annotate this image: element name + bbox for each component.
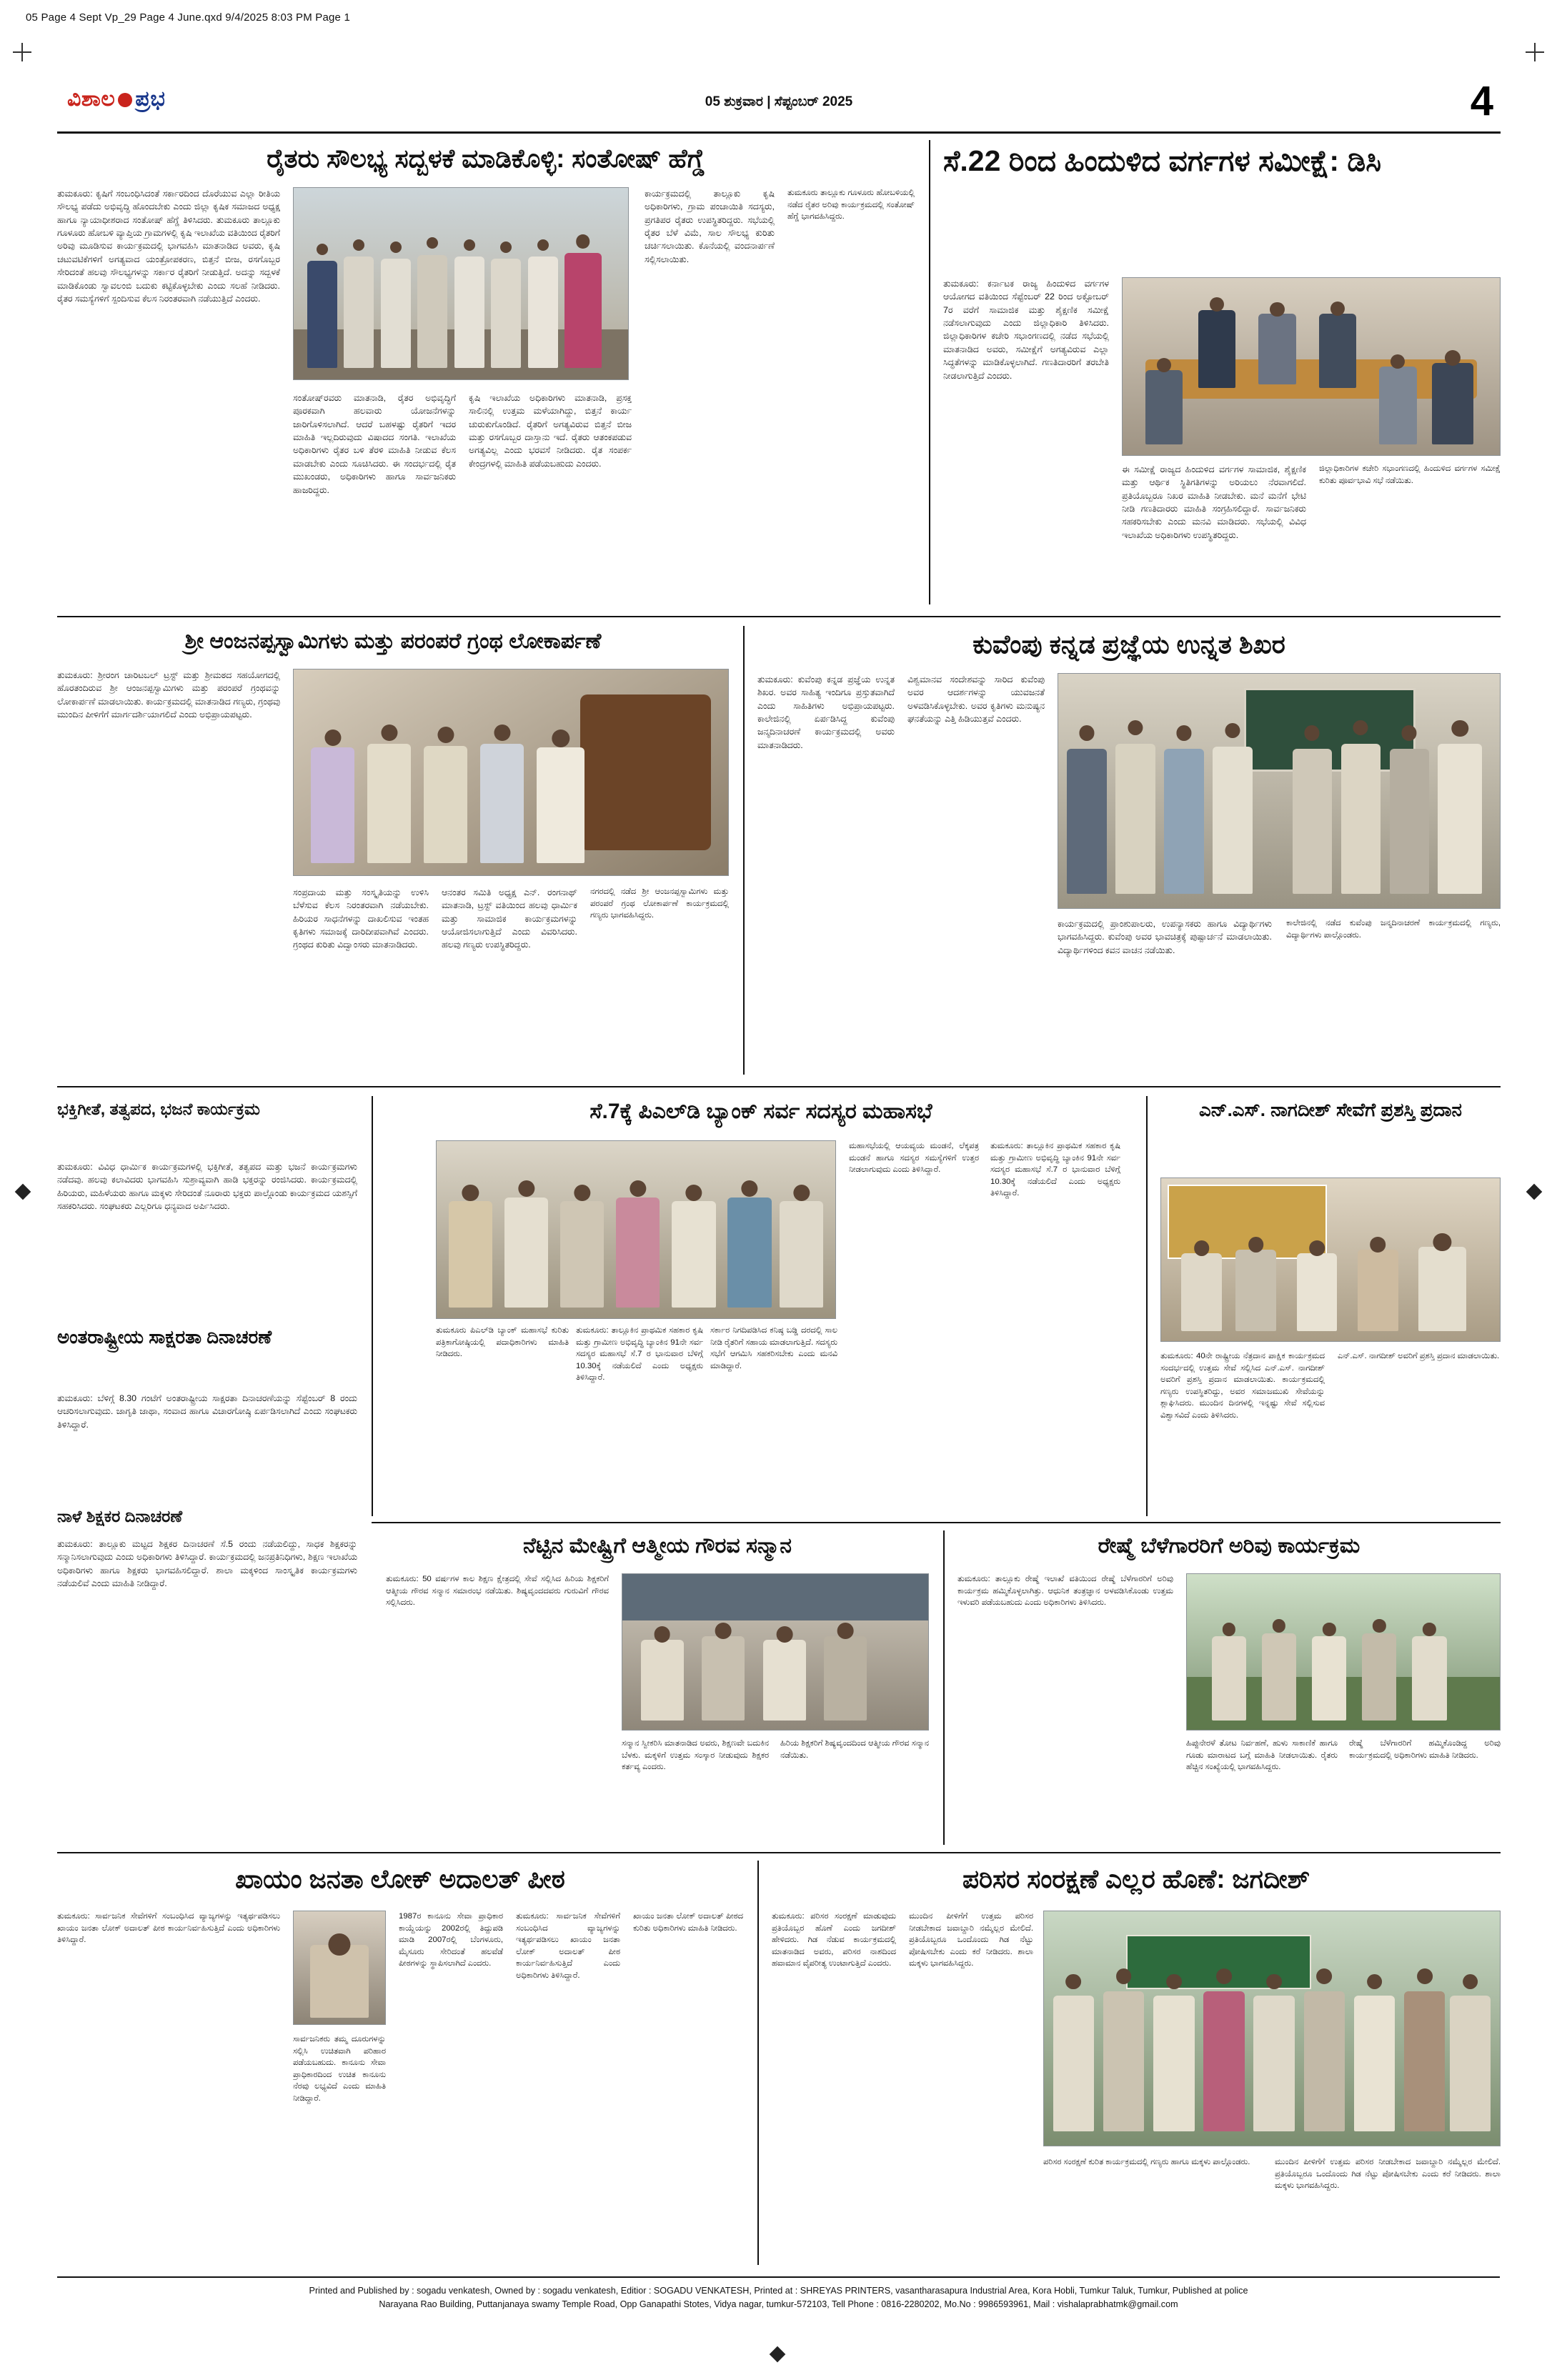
article-farmers-benefits bbox=[57, 143, 915, 600]
column-divider bbox=[757, 1861, 759, 2265]
article-column-1: ತುಮಕೂರು: ಕುವೆಂಪು ಕನ್ನಡ ಪ್ರಜ್ಞೆಯ ಉನ್ನತ ಶಿಖರ. ಅವರ ಸಾಹಿತ್ಯ ಇಂದಿಗೂ ಪ್ರಸ್ತುತವಾಗಿದೆ ಎಂದು ಸಾಹಿತಿಗಳು ಅಭಿಪ್ರಾಯಪಟ್ಟರು. ಕಾಲೇಜಿನಲ್ಲಿ ಏರ್ಪಡಿಸಿದ್ದ ಕುವೆಂಪು ಜನ್ಮದಿನಾಚರಣೆ ಕಾರ್ಯಕ್ರಮದಲ್ಲಿ ಅವರು ಮಾತನಾಡಿದರು. bbox=[757, 674, 895, 750]
column-divider bbox=[943, 1530, 945, 1845]
article-headline: ರೈತರು ಸೌಲಭ್ಯ ಸದ್ಬಳಕೆ ಮಾಡಿಕೊಳ್ಳಿ: ಸಂತೋಷ್ ಹೆಗ್ಡೆ bbox=[267, 144, 705, 173]
article-body: ತುಮಕೂರು: ತಾಲ್ಲೂಕು ಮಟ್ಟದ ಶಿಕ್ಷಕರ ದಿನಾಚರಣೆ ಸೆ.5 ರಂದು ನಡೆಯಲಿದ್ದು, ಸಾಧಕ ಶಿಕ್ಷಕರನ್ನು ಸನ್ಮಾನಿಸಲಾಗುವುದು ಎಂದು ಅಧಿಕಾರಿಗಳು ತಿಳಿಸಿದ್ದಾರೆ. ಕಾರ್ಯಕ್ರಮದಲ್ಲಿ ಜನಪ್ರತಿನಿಧಿಗಳು, ಶಿಕ್ಷಣ ಇಲಾಖೆಯ ಅಧಿಕಾರಿಗಳು ಹಾಗೂ ಶಿಕ್ಷಕರು ಭಾಗವಹಿಸಲಿದ್ದಾರೆ. ಶಾಲಾ ಮಕ್ಕಳಿಂದ ಸಾಂಸ್ಕೃತಿಕ ಕಾರ್ಯಕ್ರಮಗಳು ನಡೆಯಲಿವೆ ಎಂದು ಮಾಹಿತಿ ನೀಡಿದ್ದಾರೆ. bbox=[57, 1539, 357, 1589]
photo-caption: ಜಿಲ್ಲಾಧಿಕಾರಿಗಳ ಕಚೇರಿ ಸಭಾಂಗಣದಲ್ಲಿ ಹಿಂದುಳಿದ ವರ್ಗಗಳ ಸಮೀಕ್ಷೆ ಕುರಿತು ಪೂರ್ವಭಾವಿ ಸಭೆ ನಡೆಯಿತು. bbox=[1319, 464, 1501, 485]
article-column-3: ಆನಂತರ ಸಮಿತಿ ಅಧ್ಯಕ್ಷ ಎನ್. ರಂಗನಾಥ್ ಮಾತನಾಡಿ, ಟ್ರಸ್ಟ್ ವತಿಯಿಂದ ಹಲವು ಧಾರ್ಮಿಕ ಮತ್ತು ಸಾಮಾಜಿಕ ಕಾರ್ಯಕ್ರಮಗಳನ್ನು ಆಯೋಜಿಸಲಾಗುತ್ತಿದೆ ಎಂದು ವಿವರಿಸಿದರು. ಹಲವು ಗಣ್ಯರು ಉಪಸ್ಥಿತರಿದ್ದರು. bbox=[442, 887, 577, 950]
article-column-3: ಮುಂದಿನ ಪೀಳಿಗೆಗೆ ಉತ್ತಮ ಪರಿಸರ ನೀಡಬೇಕಾದ ಜವಾಬ್ದಾರಿ ನಮ್ಮೆಲ್ಲರ ಮೇಲಿದೆ. ಪ್ರತಿಯೊಬ್ಬರೂ ಒಂದೊಂದು ಗಿಡ ನೆಟ್ಟು ಪೋಷಿಸಬೇಕು ಎಂದು ಕರೆ ನೀಡಿದರು. ಶಾಲಾ ಮಕ್ಕಳು ಭಾಗವಹಿಸಿದ್ದರು. bbox=[1275, 2158, 1501, 2191]
imprint-line-2: Narayana Rao Building, Puttanjanaya swamy Temple Road, Opp Ganapathi Stotes, Vidya nagar, tumkur-572103, Tell Phone : 0816-2280202, Mo.No : 9986593961, Mail : vishalaprabhatmk@gmail.com bbox=[379, 2299, 1178, 2310]
article-body: ತುಮಕೂರು: 40ನೇ ರಾಷ್ಟ್ರೀಯ ನೆತ್ರದಾನ ಪಾಕ್ಷಿಕ ಕಾರ್ಯಕ್ರಮದ ಸಂದರ್ಭದಲ್ಲಿ ಉತ್ತಮ ಸೇವೆ ಸಲ್ಲಿಸಿದ ಎನ್.ಎಸ್. ನಾಗದೀಶ್ ಅವರಿಗೆ ಪ್ರಶಸ್ತಿ ಪ್ರದಾನ ಮಾಡಲಾಯಿತು. ಕಾರ್ಯಕ್ರಮದಲ್ಲಿ ಗಣ್ಯರು ಉಪಸ್ಥಿತರಿದ್ದು, ಅವರ ಸಮಾಜಮುಖಿ ಸೇವೆಯನ್ನು ಶ್ಲಾಘಿಸಿದರು. ಮುಂದಿನ ದಿನಗಳಲ್ಲಿ ಇನ್ನಷ್ಟು ಸೇವೆ ಸಲ್ಲಿಸುವ ವಿಶ್ವಾಸವಿದೆ ಎಂದು ತಿಳಿಸಿದರು. bbox=[1160, 1352, 1325, 1420]
article-teacher-felicitation bbox=[386, 1533, 929, 1841]
section-divider bbox=[57, 1086, 1501, 1087]
section-divider bbox=[57, 1852, 1501, 1853]
article-photo bbox=[1186, 1573, 1501, 1731]
article-headline: ಶ್ರೀ ಆಂಜನಪ್ಪಸ್ವಾಮಿಗಳು ಮತ್ತು ಪರಂಪರೆ ಗ್ರಂಥ ಲೋಕಾರ್ಪಣೆ bbox=[184, 629, 602, 653]
registration-diamond-right bbox=[1526, 1184, 1543, 1200]
photo-caption: ಖಾಯಂ ಜನತಾ ಲೋಕ್ ಅದಾಲತ್ ಪೀಠದ ಕುರಿತು ಅಧಿಕಾರಿಗಳು ಮಾಹಿತಿ ನೀಡಿದರು. bbox=[633, 1912, 743, 1933]
article-column-4: ಕಾರ್ಯಕ್ರಮದಲ್ಲಿ ತಾಲ್ಲೂಕು ಕೃಷಿ ಅಧಿಕಾರಿಗಳು, ಗ್ರಾಮ ಪಂಚಾಯಿತಿ ಸದಸ್ಯರು, ಪ್ರಗತಿಪರ ರೈತರು ಉಪಸ್ಥಿತರಿದ್ದರು. ಸಭೆಯಲ್ಲಿ ರೈತರ ಬೆಳೆ ವಿಮೆ, ಸಾಲ ಸೌಲಭ್ಯ ಕುರಿತು ಚರ್ಚಿಸಲಾಯಿತು. ಕೊನೆಯಲ್ಲಿ ವಂದನಾರ್ಪಣೆ ಸಲ್ಲಿಸಲಾಯಿತು. bbox=[645, 189, 775, 264]
article-photo bbox=[1122, 277, 1501, 456]
imprint-line-1: Printed and Published by : sogadu venkatesh, Owned by : sogadu venkatesh, Editior : SOGADU VENKATESH, Printed at : SHREYAS PRINTERS, vasantharasapura Industrial Area, Kora Hobli, Tumkur Taluk, Tumkur, Published at police bbox=[309, 2286, 1248, 2296]
photo-caption: ಪರಿಸರ ಸಂರಕ್ಷಣೆ ಕುರಿತ ಕಾರ್ಯಕ್ರಮದಲ್ಲಿ ಗಣ್ಯರು ಹಾಗೂ ಮಕ್ಕಳು ಪಾಲ್ಗೊಂಡರು. bbox=[1043, 2158, 1250, 2166]
issue-date: 05 ಶುಕ್ರವಾರ | ಸೆಪ್ಟಂಬರ್ 2025 bbox=[705, 94, 853, 109]
article-headline: ಸೆ.22 ರಿಂದ ಹಿಂದುಳಿದ ವರ್ಗಗಳ ಸಮೀಕ್ಷೆ: ಡಿಸಿ bbox=[943, 144, 1382, 177]
article-column-3: ಮಹಾಸಭೆಯಲ್ಲಿ ಆಯವ್ಯಯ ಮಂಡನೆ, ಲೆಕ್ಕಪತ್ರ ಮಂಡನೆ ಹಾಗೂ ಸದಸ್ಯರ ಸಮಸ್ಯೆಗಳಿಗೆ ಉತ್ತರ ನೀಡಲಾಗುವುದು ಎಂದು ತಿಳಿಸಿದ್ದಾರೆ. bbox=[849, 1142, 979, 1175]
column-divider bbox=[1146, 1096, 1148, 1516]
article-column-2: ಸರ್ಕಾರ ನಿಗದಿಪಡಿಸಿದ ಕನಿಷ್ಠ ಬಡ್ಡಿ ದರದಲ್ಲಿ ಸಾಲ ನೀಡಿ ರೈತರಿಗೆ ಸಹಾಯ ಮಾಡಲಾಗುತ್ತಿದೆ. ಸದಸ್ಯರು ಸಭೆಗೆ ಆಗಮಿಸಿ ಸಹಕರಿಸಬೇಕು ಎಂದು ಮನವಿ ಮಾಡಿದ್ದಾರೆ. bbox=[710, 1326, 837, 1370]
article-photo bbox=[1058, 673, 1501, 909]
publisher-imprint bbox=[57, 2276, 1500, 2311]
article-book-release bbox=[57, 629, 729, 1072]
article-headline: ಕುವೆಂಪು ಕನ್ನಡ ಪ್ರಜ್ಞೆಯ ಉನ್ನತ ಶಿಖರ bbox=[972, 629, 1285, 659]
article-photo bbox=[1043, 1911, 1501, 2146]
article-backward-classes-survey bbox=[943, 143, 1501, 600]
section-divider bbox=[57, 616, 1501, 617]
article-column-1: ತುಮಕೂರು: 50 ವರ್ಷಗಳ ಕಾಲ ಶಿಕ್ಷಣ ಕ್ಷೇತ್ರದಲ್ಲಿ ಸೇವೆ ಸಲ್ಲಿಸಿದ ಹಿರಿಯ ಶಿಕ್ಷಕರಿಗೆ ಆತ್ಮೀಯ ಗೌರವ ಸನ್ಮಾನ ಸಮಾರಂಭ ನಡೆಯಿತು. ಶಿಷ್ಯವೃಂದದವರು ಗುರುವಿಗೆ ಗೌರವ ಸಲ್ಲಿಸಿದರು. bbox=[386, 1575, 609, 1608]
article-headline: ಖಾಯಂ ಜನತಾ ಲೋಕ್ ಅದಾಲತ್ ಪೀಠ bbox=[235, 1864, 565, 1893]
print-file-strip: 05 Page 4 Sept Vp_29 Page 4 June.qxd 9/4/2025 8:03 PM Page 1 bbox=[26, 11, 351, 24]
photo-caption: ರೇಷ್ಮೆ ಬೆಳೆಗಾರರಿಗೆ ಹಮ್ಮಿಕೊಂಡಿದ್ದ ಅರಿವು ಕಾರ್ಯಕ್ರಮದಲ್ಲಿ ಅಧಿಕಾರಿಗಳು ಮಾಹಿತಿ ನೀಡಿದರು. bbox=[1349, 1739, 1501, 1760]
article-column-2: ಸಂಪ್ರದಾಯ ಮತ್ತು ಸಂಸ್ಕೃತಿಯನ್ನು ಉಳಿಸಿ ಬೆಳೆಸುವ ಕೆಲಸ ನಿರಂತರವಾಗಿ ನಡೆಯಬೇಕು. ಹಿರಿಯರ ಸಾಧನೆಗಳನ್ನು ದಾಖಲಿಸುವ ಇಂತಹ ಕೃತಿಗಳು ಸಮಾಜಕ್ಕೆ ದಾರಿದೀಪವಾಗಿವೆ ಎಂದರು. ಗ್ರಂಥದ ಕುರಿತು ವಿದ್ವಾಂಸರು ಮಾತನಾಡಿದರು. bbox=[293, 887, 429, 950]
crop-mark-top-left bbox=[13, 43, 31, 61]
article-photo bbox=[293, 1911, 386, 2025]
article-column-1: ತುಮಕೂರು: ಕರ್ನಾಟಕ ರಾಜ್ಯ ಹಿಂದುಳಿದ ವರ್ಗಗಳ ಆಯೋಗದ ವತಿಯಿಂದ ಸೆಪ್ಟೆಂಬರ್ 22 ರಿಂದ ಅಕ್ಟೋಬರ್ 7ರ ವರೆಗೆ ಸಾಮಾಜಿಕ ಮತ್ತು ಶೈಕ್ಷಣಿಕ ಸಮೀಕ್ಷೆ ನಡೆಸಲಾಗುವುದು ಎಂದು ಜಿಲ್ಲಾಧಿಕಾರಿ ತಿಳಿಸಿದರು. ಜಿಲ್ಲಾಧಿಕಾರಿಗಳ ಕಚೇರಿ ಸಭಾಂಗಣದಲ್ಲಿ ನಡೆದ ಸಭೆಯಲ್ಲಿ ಮಾತನಾಡಿದ ಅವರು, ಸಮೀಕ್ಷೆಗೆ ಅಗತ್ಯವಿರುವ ಎಲ್ಲಾ ಸಿದ್ಧತೆಗಳನ್ನು ಮಾಡಿಕೊಳ್ಳಲಾಗಿದೆ. ಗಣತಿದಾರರಿಗೆ ತರಬೇತಿ ನೀಡಲಾಗುತ್ತಿದೆ ಎಂದರು. bbox=[943, 279, 1109, 381]
article-headline: ಭಕ್ತಿಗೀತೆ, ತತ್ವಪದ, ಭಜನೆ ಕಾರ್ಯಕ್ರಮ bbox=[57, 1100, 260, 1118]
article-bhajan-program bbox=[57, 1099, 357, 1313]
column-divider bbox=[372, 1096, 373, 1516]
article-column-1: ತುಮಕೂರು: ತಾಲ್ಲೂಕು ರೇಷ್ಮೆ ಇಲಾಖೆ ವತಿಯಿಂದ ರೇಷ್ಮೆ ಬೆಳೆಗಾರರಿಗೆ ಅರಿವು ಕಾರ್ಯಕ್ರಮ ಹಮ್ಮಿಕೊಳ್ಳಲಾಗಿತ್ತು. ಆಧುನಿಕ ತಂತ್ರಜ್ಞಾನ ಅಳವಡಿಸಿಕೊಂಡು ಉತ್ತಮ ಇಳುವರಿ ಪಡೆಯಬಹುದು ಎಂದು ಅಧಿಕಾರಿಗಳು ತಿಳಿಸಿದರು. bbox=[957, 1575, 1173, 1608]
photo-caption: ಕಾಲೇಜಿನಲ್ಲಿ ನಡೆದ ಕುವೆಂಪು ಜನ್ಮದಿನಾಚರಣೆ ಕಾರ್ಯಕ್ರಮದಲ್ಲಿ ಗಣ್ಯರು, ವಿದ್ಯಾರ್ಥಿಗಳು ಪಾಲ್ಗೊಂಡರು. bbox=[1286, 919, 1501, 940]
article-body: ತುಮಕೂರು: ವಿವಿಧ ಧಾರ್ಮಿಕ ಕಾರ್ಯಕ್ರಮಗಳಲ್ಲಿ ಭಕ್ತಿಗೀತೆ, ತತ್ವಪದ ಮತ್ತು ಭಜನೆ ಕಾರ್ಯಕ್ರಮಗಳು ನಡೆದವು. ಹಲವು ಕಲಾವಿದರು ಭಾಗವಹಿಸಿ ಸುಶ್ರಾವ್ಯವಾಗಿ ಹಾಡಿ ಭಕ್ತರನ್ನು ರಂಜಿಸಿದರು. ಕಾರ್ಯಕ್ರಮದಲ್ಲಿ ಹಿರಿಯರು, ಮಹಿಳೆಯರು ಹಾಗೂ ಮಕ್ಕಳು ಸೇರಿದಂತೆ ನೂರಾರು ಭಕ್ತರು ಪಾಲ್ಗೊಂಡು ಕಾರ್ಯಕ್ರಮದ ಯಶಸ್ಸಿಗೆ ಸಹಕರಿಸಿದರು. ಸಂಘಟಕರು ಎಲ್ಲರಿಗೂ ಧನ್ಯವಾದ ಅರ್ಪಿಸಿದರು. bbox=[57, 1162, 357, 1212]
article-photo bbox=[622, 1573, 929, 1731]
column-divider bbox=[743, 626, 745, 1075]
article-headline: ಪರಿಸರ ಸಂರಕ್ಷಣೆ ಎಲ್ಲರ ಹೊಣೆ: ಜಗದೀಶ್ bbox=[962, 1864, 1310, 1893]
article-pld-bank-meeting bbox=[386, 1099, 1136, 1513]
article-column-2: ಸಂತೋಷ್‌ರವರು ಮಾತನಾಡಿ, ರೈತರ ಅಭಿವೃದ್ಧಿಗೆ ಪೂರಕವಾಗಿ ಹಲವಾರು ಯೋಜನೆಗಳನ್ನು ಜಾರಿಗೊಳಿಸಲಾಗಿದೆ. ಆದರೆ ಬಹಳಷ್ಟು ರೈತರಿಗೆ ಇದರ ಮಾಹಿತಿ ಇಲ್ಲದಿರುವುದು ವಿಷಾದದ ಸಂಗತಿ. ಇಲಾಖೆಯ ಅಧಿಕಾರಿಗಳು ರೈತರ ಬಳಿ ತೆರಳಿ ಮಾಹಿತಿ ನೀಡುವ ಕೆಲಸ ಮಾಡಬೇಕು ಎಂದು ಸೂಚಿಸಿದರು. ಈ ಸಂದರ್ಭದಲ್ಲಿ ರೈತ ಮುಖಂಡರು, ಅಧಿಕಾರಿಗಳು ಹಾಗೂ ಸಾರ್ವಜನಿಕರು ಹಾಜರಿದ್ದರು. bbox=[293, 393, 456, 495]
article-headline: ಎನ್.ಎಸ್. ನಾಗದೀಶ್ ಸೇವೆಗೆ ಪ್ರಶಸ್ತಿ ಪ್ರದಾನ bbox=[1199, 1099, 1462, 1120]
article-column-2: ಮುಂದಿನ ಪೀಳಿಗೆಗೆ ಉತ್ತಮ ಪರಿಸರ ನೀಡಬೇಕಾದ ಜವಾಬ್ದಾರಿ ನಮ್ಮೆಲ್ಲರ ಮೇಲಿದೆ. ಪ್ರತಿಯೊಬ್ಬರೂ ಒಂದೊಂದು ಗಿಡ ನೆಟ್ಟು ಪೋಷಿಸಬೇಕು ಎಂದು ಕರೆ ನೀಡಿದರು. ಶಾಲಾ ಮಕ್ಕಳು ಭಾಗವಹಿಸಿದ್ದರು. bbox=[909, 1912, 1033, 1968]
article-kuvempu bbox=[757, 629, 1501, 1072]
page-number: 4 bbox=[1470, 78, 1493, 124]
article-environment-protection bbox=[772, 1863, 1501, 2264]
article-column-1: ತುಮಕೂರು: ಸಾರ್ವಜನಿಕ ಸೇವೆಗಳಿಗೆ ಸಂಬಂಧಿಸಿದ ವ್ಯಾಜ್ಯಗಳನ್ನು ಇತ್ಯರ್ಥಪಡಿಸಲು ಖಾಯಂ ಜನತಾ ಲೋಕ್ ಅದಾಲತ್ ಪೀಠ ಕಾರ್ಯನಿರ್ವಹಿಸುತ್ತಿದೆ ಎಂದು ಅಧಿಕಾರಿಗಳು ತಿಳಿಸಿದ್ದಾರೆ. bbox=[57, 1912, 280, 1945]
article-headline: ನೆಟ್ಟಿನ ಮೇಷ್ಟ್ರಿಗೆ ಆತ್ಮೀಯ ಗೌರವ ಸನ್ಮಾನ bbox=[523, 1534, 792, 1558]
photo-caption: ಹಿರಿಯ ಶಿಕ್ಷಕರಿಗೆ ಶಿಷ್ಯವೃಂದದಿಂದ ಆತ್ಮೀಯ ಗೌರವ ಸನ್ಮಾನ ನಡೆಯಿತು. bbox=[780, 1739, 929, 1760]
logo-text-right: ಪ್ರಭ bbox=[135, 87, 166, 111]
registration-diamond-left bbox=[15, 1184, 31, 1200]
article-award-nagadeesh bbox=[1160, 1099, 1501, 1513]
logo-text-left: ವಿಶಾಲ bbox=[67, 87, 116, 111]
article-column-2: ಹಿಪ್ಪುನೇರಳೆ ತೋಟ ನಿರ್ವಹಣೆ, ಹುಳು ಸಾಕಾಣಿಕೆ ಹಾಗೂ ಗೂಡು ಮಾರಾಟದ ಬಗ್ಗೆ ಮಾಹಿತಿ ನೀಡಲಾಯಿತು. ರೈತರು ಹೆಚ್ಚಿನ ಸಂಖ್ಯೆಯಲ್ಲಿ ಭಾಗವಹಿಸಿದ್ದರು. bbox=[1186, 1739, 1338, 1772]
article-column-1: ತುಮಕೂರು: ಪರಿಸರ ಸಂರಕ್ಷಣೆ ಮಾಡುವುದು ಪ್ರತಿಯೊಬ್ಬರ ಹೊಣೆ ಎಂದು ಜಗದೀಶ್ ಹೇಳಿದರು. ಗಿಡ ನೆಡುವ ಕಾರ್ಯಕ್ರಮದಲ್ಲಿ ಮಾತನಾಡಿದ ಅವರು, ಪರಿಸರ ನಾಶದಿಂದ ಹವಾಮಾನ ವೈಪರೀತ್ಯ ಉಂಟಾಗುತ್ತಿದೆ ಎಂದರು. bbox=[772, 1912, 896, 1968]
photo-caption: ಎನ್.ಎಸ್. ನಾಗದೀಶ್ ಅವರಿಗೆ ಪ್ರಶಸ್ತಿ ಪ್ರದಾನ ಮಾಡಲಾಯಿತು. bbox=[1338, 1352, 1500, 1360]
article-photo bbox=[436, 1140, 836, 1319]
article-photo bbox=[1160, 1177, 1501, 1342]
article-literacy-day bbox=[57, 1326, 357, 1499]
photo-caption: ತುಮಕೂರು ಪಿಎಲ್‌ಡಿ ಬ್ಯಾಂಕ್ ಮಹಾಸಭೆ ಕುರಿತು ಪತ್ರಿಕಾಗೋಷ್ಠಿಯಲ್ಲಿ ಪದಾಧಿಕಾರಿಗಳು ಮಾಹಿತಿ ನೀಡಿದರು. bbox=[436, 1326, 569, 1359]
article-headline: ರೇಷ್ಮೆ ಬೆಳೆಗಾರರಿಗೆ ಅರಿವು ಕಾರ್ಯಕ್ರಮ bbox=[1098, 1534, 1360, 1558]
article-column-3: ಕಾರ್ಯಕ್ರಮದಲ್ಲಿ ಪ್ರಾಂಶುಪಾಲರು, ಉಪನ್ಯಾಸಕರು ಹಾಗೂ ವಿದ್ಯಾರ್ಥಿಗಳು ಭಾಗವಹಿಸಿದ್ದರು. ಕುವೆಂಪು ಅವರ ಭಾವಚಿತ್ರಕ್ಕೆ ಪುಷ್ಪಾರ್ಚನೆ ಮಾಡಲಾಯಿತು. ವಿದ್ಯಾರ್ಥಿಗಳಿಂದ ಕವನ ವಾಚನ ನಡೆಯಿತು. bbox=[1058, 919, 1272, 955]
photo-caption: ತುಮಕೂರು ತಾಲ್ಲೂಕು ಗೂಳೂರು ಹೋಬಳಿಯಲ್ಲಿ ನಡೆದ ರೈತರ ಅರಿವು ಕಾರ್ಯಕ್ರಮದಲ್ಲಿ ಸಂತೋಷ್ ಹೆಗ್ಡೆ ಭಾಗವಹಿಸಿದ್ದರು. bbox=[787, 189, 915, 221]
article-lok-adalat bbox=[57, 1863, 743, 2264]
article-column-2: ಸನ್ಮಾನ ಸ್ವೀಕರಿಸಿ ಮಾತನಾಡಿದ ಅವರು, ಶಿಕ್ಷಣವೇ ಬದುಕಿನ ಬೆಳಕು. ಮಕ್ಕಳಿಗೆ ಉತ್ತಮ ಸಂಸ್ಕಾರ ನೀಡುವುದು ಶಿಕ್ಷಕರ ಕರ್ತವ್ಯ ಎಂದರು. bbox=[622, 1739, 769, 1772]
article-column-4: ತುಮಕೂರು: ಸಾರ್ವಜನಿಕ ಸೇವೆಗಳಿಗೆ ಸಂಬಂಧಿಸಿದ ವ್ಯಾಜ್ಯಗಳನ್ನು ಇತ್ಯರ್ಥಪಡಿಸಲು ಖಾಯಂ ಜನತಾ ಲೋಕ್ ಅದಾಲತ್ ಪೀಠ ಕಾರ್ಯನಿರ್ವಹಿಸುತ್ತಿದೆ ಎಂದು ಅಧಿಕಾರಿಗಳು ತಿಳಿಸಿದ್ದಾರೆ. bbox=[516, 1912, 620, 1980]
article-body: ತುಮಕೂರು: ಬೆಳಿಗ್ಗೆ 8.30 ಗಂಟೆಗೆ ಅಂತರಾಷ್ಟ್ರೀಯ ಸಾಕ್ಷರತಾ ದಿನಾಚರಣೆಯನ್ನು ಸೆಪ್ಟೆಂಬರ್ 8 ರಂದು ಆಚರಿಸಲಾಗುವುದು. ಜಾಗೃತಿ ಜಾಥಾ, ಸಂವಾದ ಹಾಗೂ ವಿಚಾರಗೋಷ್ಠಿ ಏರ್ಪಡಿಸಲಾಗಿದೆ ಎಂದು ಸಂಘಟಕರು ತಿಳಿಸಿದ್ದಾರೆ. bbox=[57, 1393, 357, 1430]
article-photo bbox=[293, 187, 629, 380]
article-column-2: ಸಾರ್ವಜನಿಕರು ತಮ್ಮ ದೂರುಗಳನ್ನು ಸಲ್ಲಿಸಿ ಉಚಿತವಾಗಿ ಪರಿಹಾರ ಪಡೆಯಬಹುದು. ಕಾನೂನು ಸೇವಾ ಪ್ರಾಧಿಕಾರದಿಂದ ಉಚಿತ ಕಾನೂನು ನೆರವು ಲಭ್ಯವಿದೆ ಎಂದು ಮಾಹಿತಿ ನೀಡಿದ್ದಾರೆ. bbox=[293, 2035, 386, 2103]
column-divider bbox=[929, 140, 930, 604]
article-column-2: ಈ ಸಮೀಕ್ಷೆ ರಾಜ್ಯದ ಹಿಂದುಳಿದ ವರ್ಗಗಳ ಸಾಮಾಜಿಕ, ಶೈಕ್ಷಣಿಕ ಮತ್ತು ಆರ್ಥಿಕ ಸ್ಥಿತಿಗತಿಗಳನ್ನು ಅರಿಯಲು ನೆರವಾಗಲಿದೆ. ಪ್ರತಿಯೊಬ್ಬರೂ ನಿಖರ ಮಾಹಿತಿ ನೀಡಬೇಕು. ಮನೆ ಮನೆಗೆ ಭೇಟಿ ನೀಡಿ ಗಣತಿದಾರರು ಮಾಹಿತಿ ಸಂಗ್ರಹಿಸಲಿದ್ದಾರೆ. ಸಾರ್ವಜನಿಕರು ಸಹಕರಿಸಬೇಕು ಎಂದು ಮನವಿ ಮಾಡಿದರು. ಸಭೆಯಲ್ಲಿ ವಿವಿಧ ಇಲಾಖೆಯ ಅಧಿಕಾರಿಗಳು ಉಪಸ್ಥಿತರಿದ್ದರು. bbox=[1122, 464, 1306, 540]
article-column-2: ವಿಶ್ವಮಾನವ ಸಂದೇಶವನ್ನು ಸಾರಿದ ಕುವೆಂಪು ಅವರ ಆದರ್ಶಗಳನ್ನು ಯುವಜನತೆ ಅಳವಡಿಸಿಕೊಳ್ಳಬೇಕು. ಅವರ ಕೃತಿಗಳು ಮನುಷ್ಯನ ಘನತೆಯನ್ನು ಎತ್ತಿ ಹಿಡಿಯುತ್ತವೆ ಎಂದರು. bbox=[907, 674, 1045, 725]
article-column-3: 1987ರ ಕಾನೂನು ಸೇವಾ ಪ್ರಾಧಿಕಾರ ಕಾಯ್ದೆಯನ್ನು 2002ರಲ್ಲಿ ತಿದ್ದುಪಡಿ ಮಾಡಿ 2007ರಲ್ಲಿ ಬೆಂಗಳೂರು, ಮೈಸೂರು ಸೇರಿದಂತೆ ಹಲವೆಡೆ ಪೀಠಗಳನ್ನು ಸ್ಥಾಪಿಸಲಾಗಿದೆ ಎಂದರು. bbox=[399, 1912, 503, 1968]
article-headline: ಅಂತರಾಷ್ಟ್ರೀಯ ಸಾಕ್ಷರತಾ ದಿನಾಚರಣೆ bbox=[57, 1326, 272, 1348]
article-teachers-day bbox=[57, 1506, 357, 1749]
registration-diamond-bottom bbox=[770, 2346, 786, 2363]
article-headline: ಸೆ.7ಕ್ಕೆ ಪಿಎಲ್‌ಡಿ ಬ್ಯಾಂಕ್ ಸರ್ವ ಸದಸ್ಯರ ಮಹಾಸಭೆ bbox=[590, 1100, 932, 1123]
photo-caption: ನಗರದಲ್ಲಿ ನಡೆದ ಶ್ರೀ ಆಂಜನಪ್ಪಸ್ವಾಮಿಗಳು ಮತ್ತು ಪರಂಪರೆ ಗ್ರಂಥ ಲೋಕಾರ್ಪಣೆ ಕಾರ್ಯಕ್ರಮದಲ್ಲಿ ಗಣ್ಯರು ಭಾಗವಹಿಸಿದ್ದರು. bbox=[590, 887, 729, 920]
article-headline: ನಾಳೆ ಶಿಕ್ಷಕರ ದಿನಾಚರಣೆ bbox=[57, 1507, 183, 1525]
article-photo bbox=[293, 669, 729, 876]
article-column-1: ತುಮಕೂರು: ಕೃಷಿಗೆ ಸಂಬಂಧಿಸಿದಂತೆ ಸರ್ಕಾರದಿಂದ ದೊರೆಯುವ ಎಲ್ಲಾ ರೀತಿಯ ಸೌಲಭ್ಯ ಪಡೆದು ಅಭಿವೃದ್ಧಿ ಹೊಂದಬೇಕು ಎಂದು ಜಿಲ್ಲಾ ಕೃಷಿಕ ಸಮಾಜದ ಅಧ್ಯಕ್ಷ ಹಾಗೂ ನ್ಯಾಯಾಧೀಶರಾದ ಸಂತೋಷ್ ಹೆಗ್ಡೆ ತಿಳಿಸಿದರು. ತುಮಕೂರು ತಾಲ್ಲೂಕು ಗೂಳೂರು ಹೋಬಳಿ ವ್ಯಾಪ್ತಿಯ ಗ್ರಾಮಗಳಲ್ಲಿ ಕೃಷಿ ಇಲಾಖೆಯ ವತಿಯಿಂದ ರೈತರಿಗೆ ಅರಿವು ಮೂಡಿಸುವ ಕಾರ್ಯಕ್ರಮದಲ್ಲಿ ಭಾಗವಹಿಸಿ ಮಾತನಾಡಿದ ಅವರು, ಕೃಷಿ ಚಟುವಟಿಕೆಗಳಿಗೆ ಅಗತ್ಯವಾದ ಯಂತ್ರೋಪಕರಣ, ಬಿತ್ತನೆ ಬೀಜ, ರಸಗೊಬ್ಬರ ಸೇರಿದಂತೆ ಹಲವು ಸೌಲಭ್ಯಗಳನ್ನು ಸರ್ಕಾರ ರೈತರಿಗೆ ನೀಡುತ್ತಿದೆ. ಅದನ್ನು ಸದ್ಬಳಕೆ ಮಾಡಿಕೊಂಡು ಸ್ವಾವಲಂಬಿ ಬದುಕು ಕಟ್ಟಿಕೊಳ್ಳಬೇಕು ಎಂದು ಸಲಹೆ ನೀಡಿದರು. ರೈತರ ಸಮಸ್ಯೆಗಳಿಗೆ ಸ್ಪಂದಿಸುವ ಕೆಲಸ ನಿರಂತರವಾಗಿ ನಡೆಯುತ್ತಿದೆ ಎಂದರು. bbox=[57, 189, 280, 304]
crop-mark-top-right bbox=[1526, 43, 1544, 61]
article-sericulture-awareness bbox=[957, 1533, 1501, 1841]
masthead bbox=[57, 78, 1501, 134]
article-column-1: ತುಮಕೂರು: ಶ್ರೀರಂಗ ಚಾರಿಟಬಲ್ ಟ್ರಸ್ಟ್ ಮತ್ತು ಶ್ರೀಮಠದ ಸಹಯೋಗದಲ್ಲಿ ಹೊರತಂದಿರುವ ಶ್ರೀ ಆಂಜನಪ್ಪಸ್ವಾಮಿಗಳು ಮತ್ತು ಪರಂಪರೆ ಗ್ರಂಥವನ್ನು ಲೋಕಾರ್ಪಣೆ ಮಾಡಲಾಯಿತು. ಕಾರ್ಯಕ್ರಮದಲ್ಲಿ ಮಾತನಾಡಿದ ಗಣ್ಯರು, ಗ್ರಂಥವು ಮುಂದಿನ ಪೀಳಿಗೆಗೆ ಮಾರ್ಗದರ್ಶಿಯಾಗಲಿದೆ ಎಂದು ಅಭಿಪ್ರಾಯಪಟ್ಟರು. bbox=[57, 670, 280, 720]
article-column-3: ಕೃಷಿ ಇಲಾಖೆಯ ಅಧಿಕಾರಿಗಳು ಮಾತನಾಡಿ, ಪ್ರಸಕ್ತ ಸಾಲಿನಲ್ಲಿ ಉತ್ತಮ ಮಳೆಯಾಗಿದ್ದು, ಬಿತ್ತನೆ ಕಾರ್ಯ ಚುರುಕುಗೊಂಡಿದೆ. ರೈತರಿಗೆ ಅಗತ್ಯವಿರುವ ಬಿತ್ತನೆ ಬೀಜ ಮತ್ತು ರಸಗೊಬ್ಬರ ದಾಸ್ತಾನು ಇದೆ. ರೈತರು ಆತಂಕಪಡುವ ಅಗತ್ಯವಿಲ್ಲ ಎಂದು ಭರವಸೆ ನೀಡಿದರು. ರೈತ ಸಂಪರ್ಕ ಕೇಂದ್ರಗಳಲ್ಲಿ ಮಾಹಿತಿ ಪಡೆಯಬಹುದು ಎಂದರು. bbox=[469, 393, 632, 469]
section-divider bbox=[372, 1522, 1501, 1523]
article-column-1: ತುಮಕೂರು: ತಾಲ್ಲೂಕಿನ ಪ್ರಾಥಮಿಕ ಸಹಕಾರ ಕೃಷಿ ಮತ್ತು ಗ್ರಾಮೀಣ ಅಭಿವೃದ್ಧಿ ಬ್ಯಾಂಕಿನ 91ನೇ ಸರ್ವ ಸದಸ್ಯರ ಮಹಾಸಭೆ ಸೆ.7 ರ ಭಾನುವಾರ ಬೆಳಿಗ್ಗೆ 10.30ಕ್ಕೆ ನಡೆಯಲಿದೆ ಎಂದು ಅಧ್ಯಕ್ಷರು ತಿಳಿಸಿದ್ದಾರೆ. bbox=[576, 1326, 703, 1383]
article-column-4: ತುಮಕೂರು: ತಾಲ್ಲೂಕಿನ ಪ್ರಾಥಮಿಕ ಸಹಕಾರ ಕೃಷಿ ಮತ್ತು ಗ್ರಾಮೀಣ ಅಭಿವೃದ್ಧಿ ಬ್ಯಾಂಕಿನ 91ನೇ ಸರ್ವ ಸದಸ್ಯರ ಮಹಾಸಭೆ ಸೆ.7 ರ ಭಾನುವಾರ ಬೆಳಿಗ್ಗೆ 10.30ಕ್ಕೆ ನಡೆಯಲಿದೆ ಎಂದು ಅಧ್ಯಕ್ಷರು ತಿಳಿಸಿದ್ದಾರೆ. bbox=[990, 1142, 1120, 1198]
